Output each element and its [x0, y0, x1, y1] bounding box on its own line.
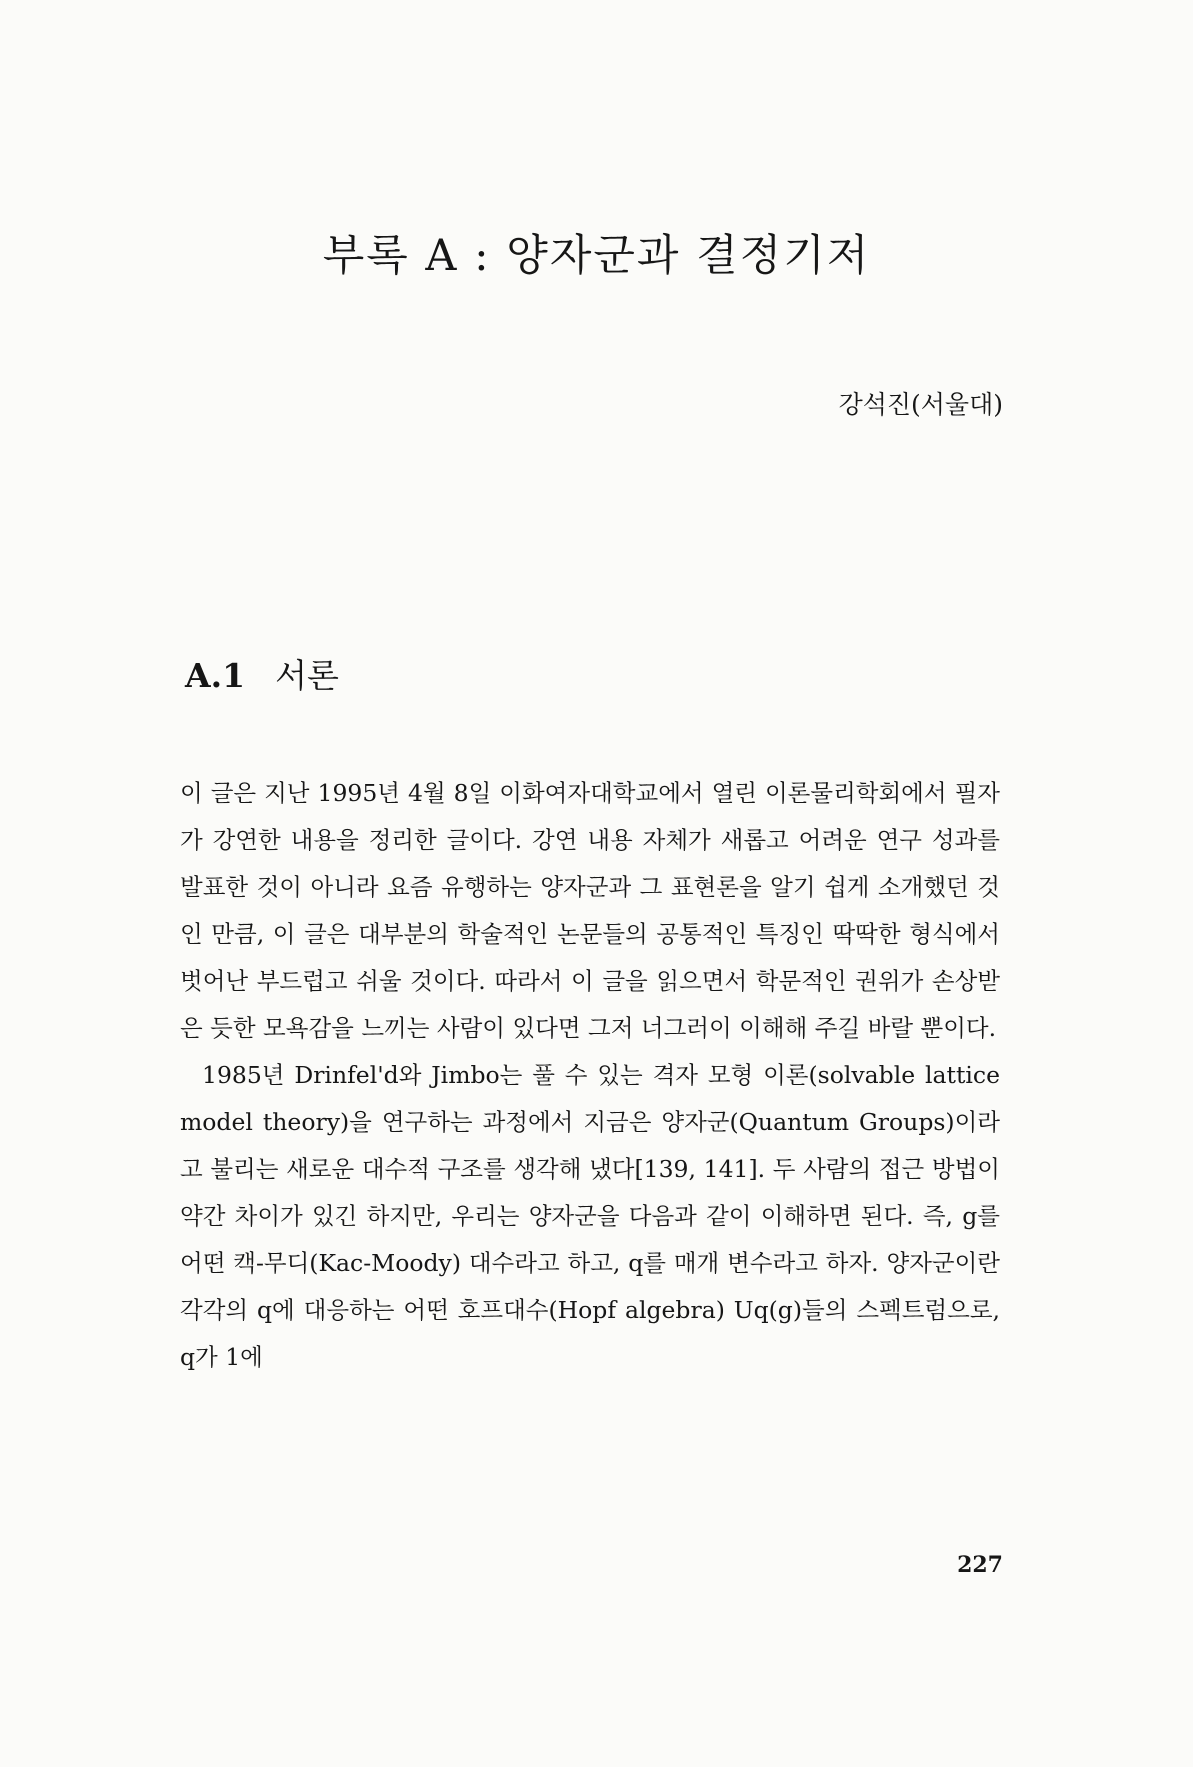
- chapter-title: 부록 A : 양자군과 결정기저: [322, 231, 871, 281]
- body-text: [180, 770, 1000, 1381]
- section-heading: [185, 650, 339, 697]
- section-title: 서론: [275, 656, 339, 695]
- page-number: 227: [957, 1552, 1003, 1578]
- paragraph-history: 1985년 Drinfel'd와 Jimbo는 풀 수 있는 격자 모형 이론(solvable lattice model theory)을 연구하는 과정에서 지금은 양자군(Quantum Groups)이라고 불리는 새로운 대수적 구조를 생각해 냈다[139, 141]. 두 사람의 접근 방법이 약간 차이가 있긴 하지만, 우리는 양자군을 다음과 같이 이해하면 된다. 즉, g를 어떤 캑-무디(Kac-Moody) 대수라고 하고, q를 매개 변수라고 하자. 양자군이란 각각의 q에 대응하는 어떤 호프대수(Hopf algebra) Uq(g)들의 스펙트럼으로, q가 1에: [180, 1061, 1000, 1371]
- author-line: 강석진(서울대): [838, 390, 1003, 419]
- section-number: A.1: [185, 656, 246, 695]
- paragraph-intro: 이 글은 지난 1995년 4월 8일 이화여자대학교에서 열린 이론물리학회에서 필자가 강연한 내용을 정리한 글이다. 강연 내용 자체가 새롭고 어려운 연구 성과를 발표한 것이 아니라 요즘 유행하는 양자군과 그 표현론을 알기 쉽게 소개했던 것인 만큼, 이 글은 대부분의 학술적인 논문들의 공통적인 특징인 딱딱한 형식에서 벗어난 부드럽고 쉬울 것이다. 따라서 이 글을 읽으면서 학문적인 권위가 손상받은 듯한 모욕감을 느끼는 사람이 있다면 그저 너그러이 이해해 주길 바랄 뿐이다.: [180, 779, 1000, 1042]
